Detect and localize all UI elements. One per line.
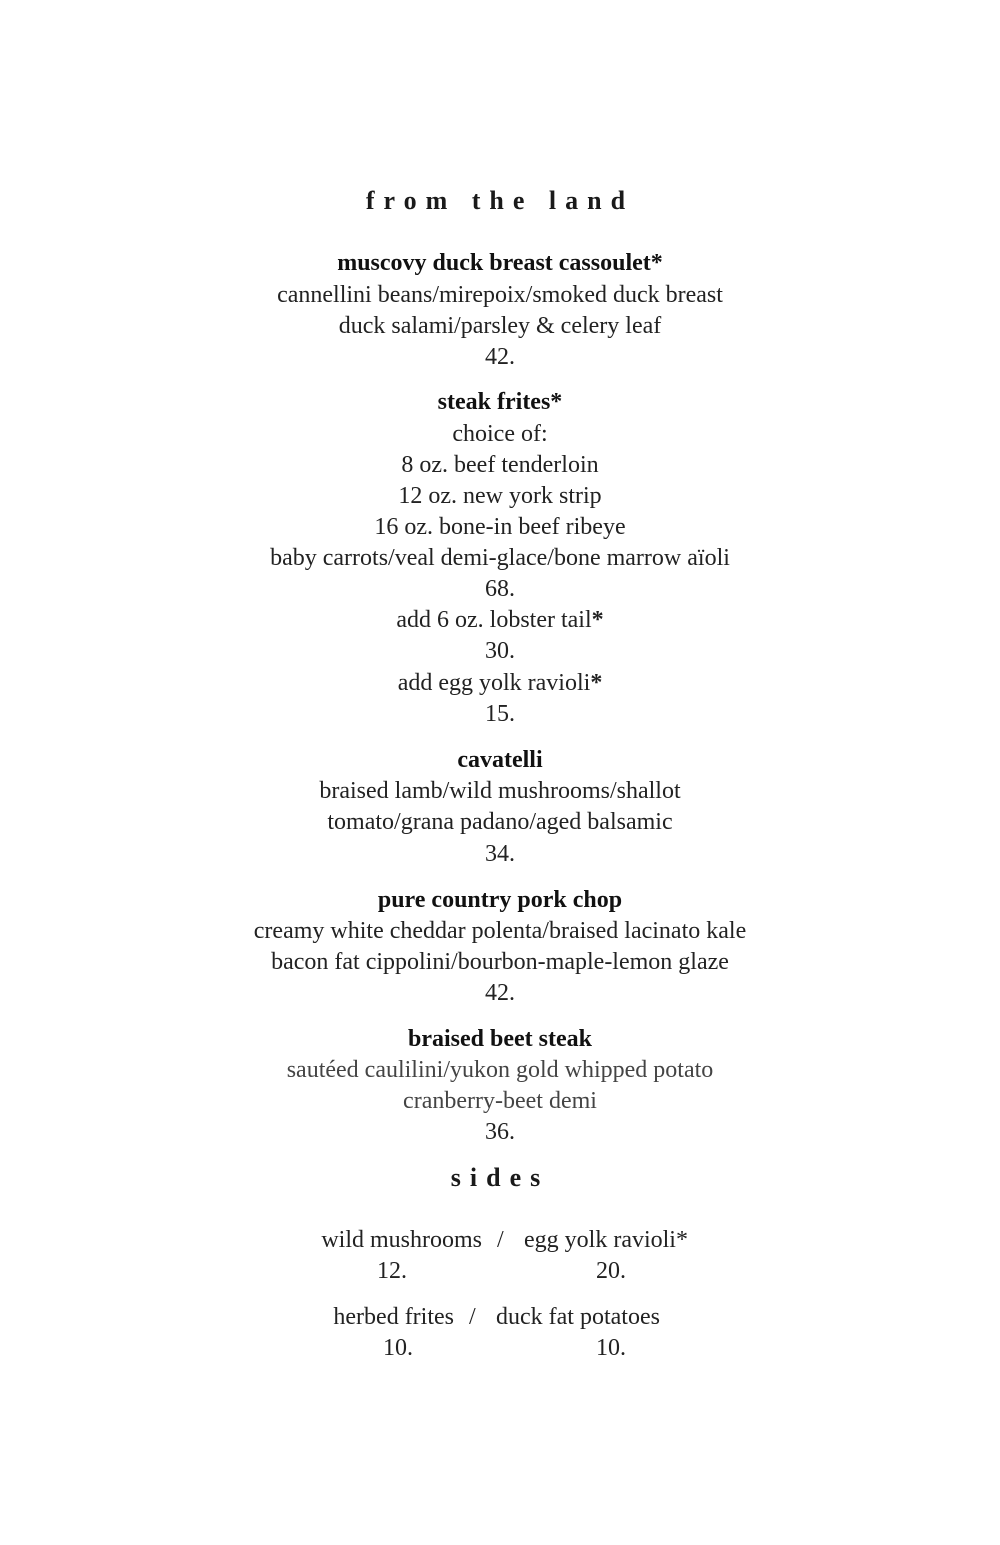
sides-row [0, 1225, 1000, 1256]
side-separator: / [469, 1304, 476, 1330]
side-name: herbed frites [333, 1304, 454, 1330]
item-desc-line: cannellini beans/mirepoix/smoked duck breast [277, 282, 723, 308]
side-separator: / [497, 1227, 504, 1253]
side-name: duck fat potatoes [496, 1304, 660, 1330]
item-desc-line: duck salami/parsley & celery leaf [338, 313, 662, 339]
item-desc-line: bacon fat cippolini/bourbon-maple-lemon glaze [271, 949, 729, 975]
side-price: 10. [596, 1335, 626, 1361]
item-desc-line: creamy white cheddar polenta/braised lacinato kale [253, 918, 747, 944]
side-price: 20. [596, 1258, 626, 1284]
addon-price-lobster: 30. [485, 638, 515, 664]
item-name-cavatelli: cavatelli [457, 747, 543, 773]
item-name-steak: steak frites* [437, 389, 563, 415]
item-desc-line: choice of: [452, 421, 548, 447]
side-price: 10. [383, 1335, 413, 1361]
addon-text: add 6 oz. lobster tail [396, 607, 592, 633]
item-desc-line: 16 oz. bone-in beef ribeye [374, 514, 626, 540]
item-desc-line: sautéed caulilini/yukon gold whipped potato [286, 1057, 714, 1083]
item-desc-line: cranberry-beet demi [403, 1088, 597, 1114]
item-desc-line: tomato/grana padano/aged balsamic [327, 809, 673, 835]
side-name: egg yolk ravioli* [524, 1227, 688, 1253]
item-price-pork-chop: 42. [485, 980, 515, 1006]
addon-lobster [0, 605, 1000, 636]
sides-row [0, 1302, 1000, 1333]
addon-mark: * [591, 607, 604, 633]
item-desc-line: 8 oz. beef tenderloin [401, 452, 599, 478]
side-price: 12. [377, 1258, 407, 1284]
item-desc-line: baby carrots/veal demi-glace/bone marrow aïoli [270, 545, 730, 571]
side-name: wild mushrooms [321, 1227, 482, 1253]
item-price-duck: 42. [485, 344, 515, 370]
section-title-land: from the land [365, 186, 635, 215]
addon-price-ravioli: 15. [485, 701, 515, 727]
item-price-beet-steak: 36. [485, 1119, 515, 1145]
section-title-sides: sides [450, 1163, 550, 1192]
item-name-duck: muscovy duck breast cassoulet* [337, 250, 663, 276]
addon-mark: * [590, 670, 603, 696]
addon-text: add egg yolk ravioli [397, 670, 591, 696]
item-price-steak: 68. [485, 576, 515, 602]
item-desc-line: 12 oz. new york strip [398, 483, 602, 509]
item-name-pork-chop: pure country pork chop [377, 887, 623, 913]
addon-ravioli [0, 668, 1000, 699]
item-price-cavatelli: 34. [485, 841, 515, 867]
sides-price-row [0, 1333, 1000, 1364]
item-name-beet-steak: braised beet steak [408, 1026, 592, 1052]
sides-price-row [0, 1256, 1000, 1287]
item-desc-line: braised lamb/wild mushrooms/shallot [319, 778, 681, 804]
